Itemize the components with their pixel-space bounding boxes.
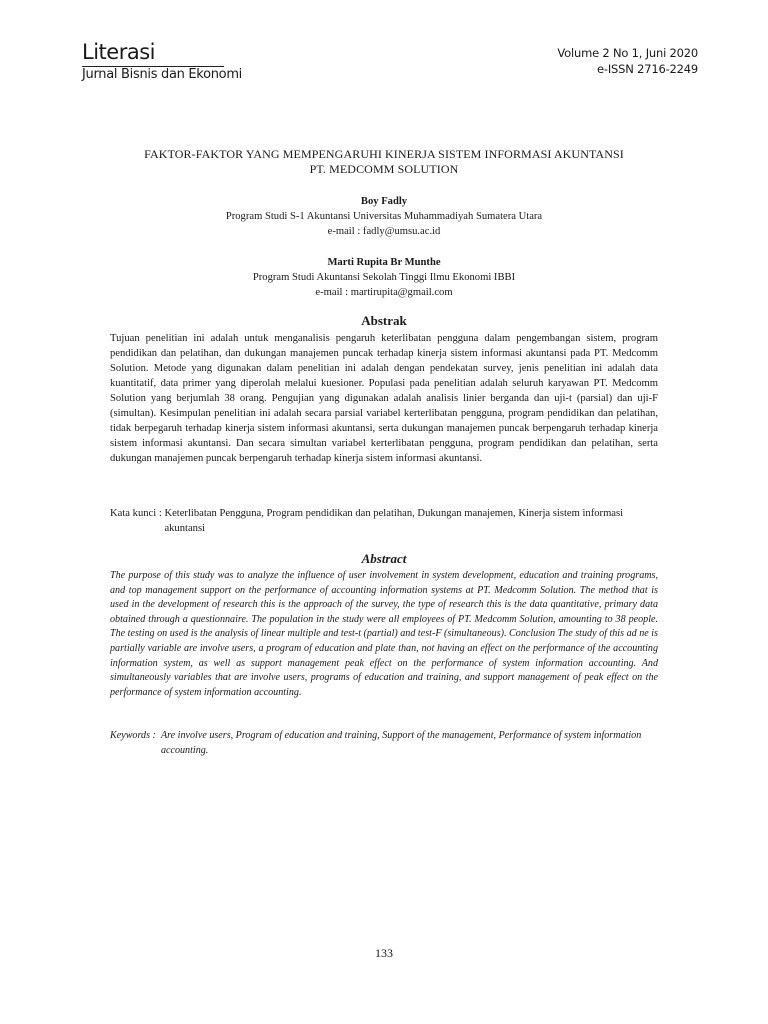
journal-subtitle: Jurnal Bisnis dan Ekonomi <box>82 67 242 82</box>
page-number: 133 <box>375 946 393 960</box>
author-affiliation-2: Program Studi Akuntansi Sekolah Tinggi Ilmu Ekonomi IBBI <box>252 272 516 283</box>
title-line-2: PT. MEDCOMM SOLUTION <box>309 162 459 176</box>
volume-info: Volume 2 No 1, Juni 2020 <box>557 46 698 60</box>
abstract-heading: Abstract <box>361 551 407 566</box>
author-affiliation-1: Program Studi S-1 Akuntansi Universitas Muhammadiyah Sumatera Utara <box>225 211 543 222</box>
issue-info <box>557 45 698 77</box>
author-name-2: Marti Rupita Br Munthe <box>327 257 441 268</box>
keywords <box>110 729 658 758</box>
journal-name: Literasi <box>82 40 155 64</box>
paper-title <box>0 147 768 177</box>
author-email-2: e-mail : martirupita@gmail.com <box>315 287 453 298</box>
keywords-text: Are involve users, Program of education and training, Support of the management, Performance of system information accounting. <box>160 730 642 756</box>
title-line-1: FAKTOR-FAKTOR YANG MEMPENGARUHI KINERJA SISTEM INFORMASI AKUNTANSI <box>144 147 624 161</box>
kata-kunci-label: Kata kunci : <box>110 508 165 519</box>
kata-kunci-text: Keterlibatan Pengguna, Program pendidikan dan pelatihan, Dukungan manajemen, Kinerja sistem informasi akuntansi <box>164 508 624 534</box>
abstrak-text: Tujuan penelitian ini adalah untuk menganalisis pengaruh keterlibatan pengguna dalam pengembangan sistem, program pendidikan dan pelatihan, dan dukungan manajemen puncak terhadap kinerja sistem informasi akuntansi pada PT. Medcomm Solution. Metode yang digunakan dalam penelitian ini adalah dengan pendekatan survey, jenis penelitian ini adalah data kuantitatif, data primer yang diperolah melalui kuesioner. Populasi pada penelitian adalah seluruh karyawan PT. Medcomm Solution yang berjumlah 38 orang. Pengujian yang digunakan adalah analisis linier berganda dan uji-t (parsial) dan uji-F (simultan). Kesimpulan penelitian ini adalah secara parsial variabel kerterlibatan pengguna, program pendidikan dan pelatihan, tidak berpegaruh terhadap kinerja sistem informasi akuntansi, serta dukungan manajemen puncak berpengaruh terhadap kinerja sistem informasi akuntansi. Dan secara simultan variabel kerterlibatan pengguna, program pendidikan dan pelatihan, serta dukungan manajemen puncak berpengaruh terhadap kinerja sistem informasi akuntansi. <box>110 333 658 464</box>
keywords-label: Keywords : <box>110 730 161 741</box>
author-block-1 <box>0 194 768 239</box>
kata-kunci <box>110 506 658 536</box>
author-block-2 <box>0 255 768 300</box>
author-email-1: e-mail : fadly@umsu.ac.id <box>327 226 441 237</box>
abstrak-heading: Abstrak <box>361 313 407 328</box>
author-name-1: Boy Fadly <box>360 196 408 207</box>
abstract-text: The purpose of this study was to analyze the influence of user involvement in system development, education and training programs, and top management support on the performance of accounting information systems at PT. Medcomm Solution. The method that is used in the development of research this is the approach of the survey, the type of research this is the data quantitative, primary data obtained through a questionnaire. The population in the study were all employees of PT. Medcomm Solution, amounting to 38 people. The testing on used is the analysis of linear multiple and test-t (partial) and test-F (simultaneous). Conclusion The study of this ad ne is partially variable are involve users, a program of education and plate than, not having an effect on the performance of the accounting information system, as well as support management peak effect on the performance of system information accounting. And simultaneously variables that are involve users, programs of education and training, and support management of peak effect on the performance of system information accounting. <box>110 570 658 698</box>
issn-info: e-ISSN 2716-2249 <box>597 62 698 76</box>
